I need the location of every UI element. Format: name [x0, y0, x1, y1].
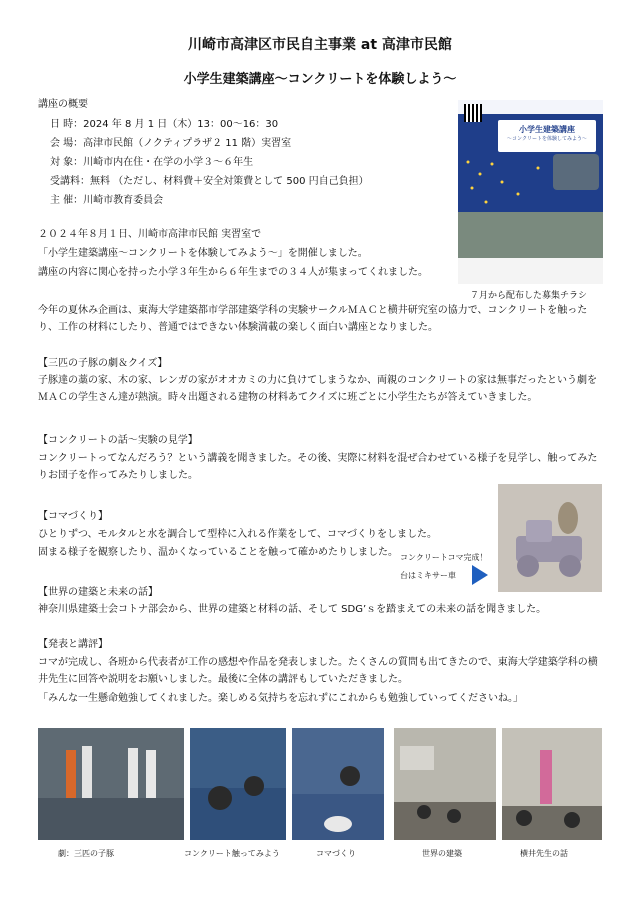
overview-heading: 講座の概要: [38, 99, 88, 110]
concrete-top-mixer-truck-image: [498, 484, 602, 592]
present-quote: 「みんな一生懸命勉強してくれました。楽しめる気持ちを忘れずにこれからも勉強していってくださいね。」: [38, 693, 523, 704]
overview-organizer: 主 催：川崎市教育委員会: [50, 195, 164, 206]
page-title: 川崎市高津区市民自主事業 at 高津市民館: [188, 37, 452, 53]
qr-code-icon: [464, 104, 482, 122]
summer-paragraph: 今年の夏休み企画は、東海大学建築都市学部建築学科の実験サークルＭＡＣと横井研究室の協力で、コンクリートを触ったり、工作の材料にしたり、普通ではできない体験満載の楽しく面白い講座となりました。: [38, 305, 588, 333]
concrete-heading: 【コンクリートの話～実験の見学】: [38, 435, 198, 446]
world-body: 神奈川県建築士会コトナ部会から、世界の建築と材料の話、そして SDG’ｓを踏まえての未来の話を聞きました。: [38, 604, 547, 615]
overview-date: 日 時：2024 年 8 月 1 日（木）13：00～16：30: [50, 119, 279, 130]
koma-photo-caption-1: コンクリートコマ完成！: [400, 553, 488, 562]
photo-touch-concrete: [190, 728, 286, 840]
photo-koma-making: [292, 728, 384, 840]
photo-caption-yokoi: 横井先生の話: [520, 849, 568, 858]
present-body: コマが完成し、各班から代表者が工作の感想や作品を発表しました。たくさんの質問も出てきたので、東海大学建築学科の横井先生に回答や説明をお願いしました。最後に全体の講評もしていただきました。: [38, 657, 598, 685]
flyer-details: [458, 258, 603, 284]
photo-caption-koma: コマづくり: [316, 849, 356, 858]
mixer-truck-image: [553, 154, 599, 190]
star-decoration-icon: [458, 154, 553, 212]
photo-caption-world: 世界の建築: [422, 849, 462, 858]
photo-yokoi-talk: [502, 728, 602, 840]
present-heading: 【発表と講評】: [38, 639, 108, 650]
world-heading: 【世界の建築と未来の話】: [38, 587, 158, 598]
koma-line-2: 固まる様子を観察したり、温かくなっていることを触って確かめたりしました。: [38, 547, 398, 558]
flyer-caption: ７月から配布した募集チラシ: [470, 291, 588, 301]
koma-photo-caption-2: 台はミキサー車: [400, 571, 456, 580]
overview-fee: 受講料：無料 （ただし、材料費＋安全対策費として 500 円自己負担）: [50, 176, 369, 187]
intro-line-2: 「小学生建築講座～コンクリートを体験してみよう～」を開催しました。: [38, 248, 368, 259]
play-heading: 【三匹の子豚の劇＆クイズ】: [38, 358, 168, 369]
koma-line-1: ひとりずつ、モルタルと水を調合して型枠に入れる作業をして、コマづくりをしました。: [38, 529, 437, 540]
photo-caption-touch: コンクリート触ってみよう: [184, 849, 280, 858]
photo-caption-play: 劇：三匹の子豚: [58, 849, 114, 858]
photo-play: [38, 728, 184, 840]
arrow-right-icon: [472, 565, 488, 585]
intro-line-1: ２０２４年８月１日、川崎市高津市民館 実習室で: [38, 229, 262, 240]
intro-line-3: 講座の内容に関心を持った小学３年生から６年生までの３４人が集まってくれました。: [38, 267, 428, 278]
flyer-title: 小学生建築講座: [519, 125, 575, 134]
recruitment-flyer: [458, 100, 603, 284]
photo-world-architecture: [394, 728, 496, 840]
flyer-subtitle: ～コンクリートを体験してみよう～: [507, 136, 587, 142]
overview-venue: 会 場：高津市民館（ノクティプラザ２ 11 階）実習室: [50, 138, 292, 149]
page-subtitle: 小学生建築講座～コンクリートを体験しよう～: [183, 72, 457, 87]
concrete-body: コンクリートってなんだろう？という講義を聞きました。その後、実際に材料を混ぜ合わせている様子を見学し、触ってみたりお団子を作ってみたりしました。: [38, 453, 598, 481]
koma-heading: 【コマづくり】: [38, 511, 108, 522]
flyer-photo-strip: [458, 212, 603, 258]
koma-photo: [498, 484, 602, 592]
overview-target: 対 象：川崎市内在住・在学の小学３～６年生: [50, 157, 254, 168]
play-body: 子豚達の藁の家、木の家、レンガの家がオオカミの力に負けてしまうなか、両親のコンクリートの家は無事だったという劇をＭＡＣの学生さん達が熱演。時々出題される建物の材料あてクイズに班ごとに小学生たちが答えていきました。: [38, 375, 597, 403]
